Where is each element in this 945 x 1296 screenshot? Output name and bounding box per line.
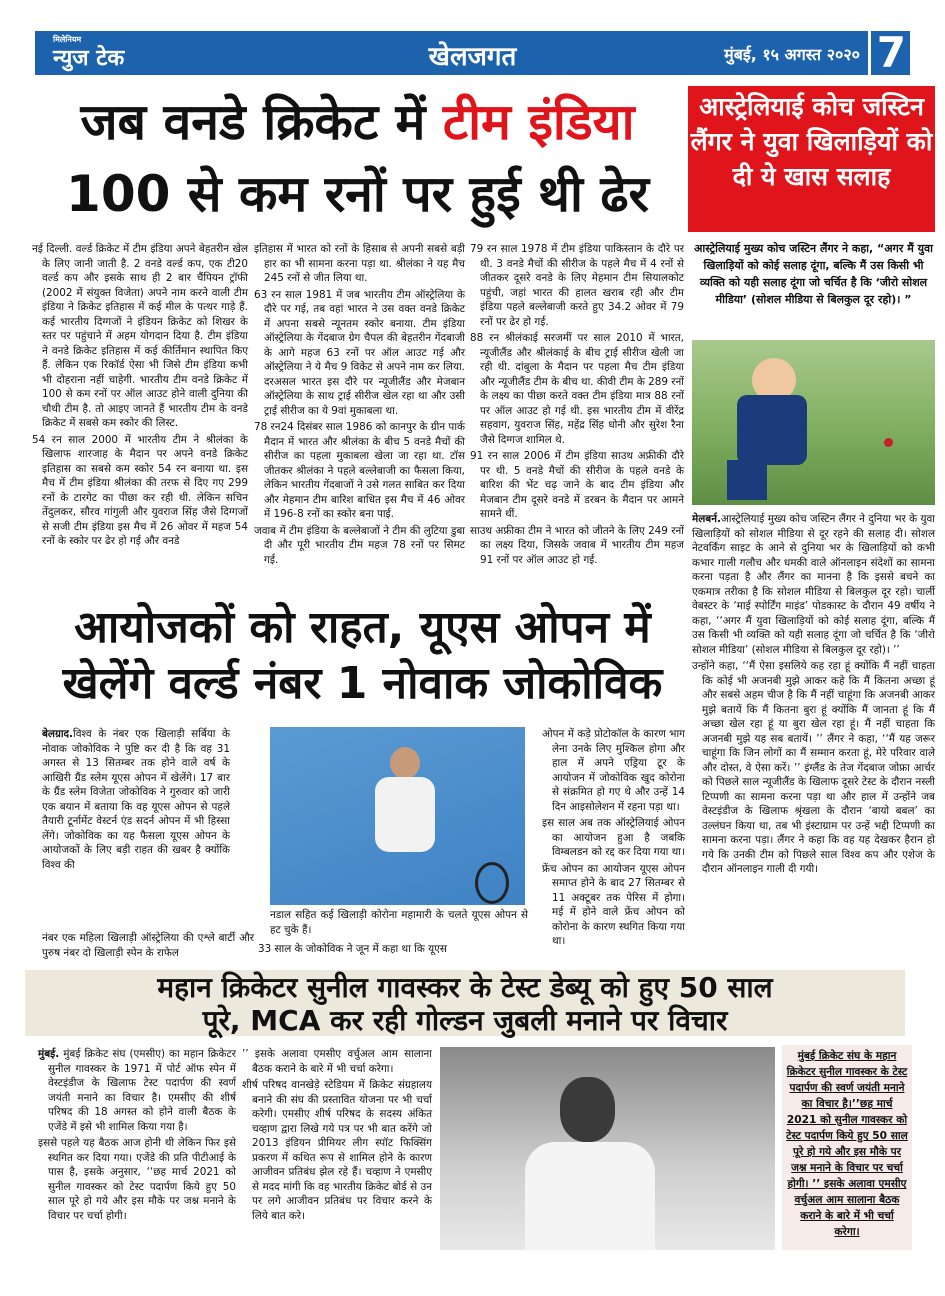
paragraph: उन्होंने कहा, ‘‘मैं ऐसा इसलिये कह रहा हूं क्योंकि मैं नहीं चाहता कि कोई भी अजनबी मुझे आकर कहे कि मैं कितना अच्छा हूं और सबसे अहम चीज है कि मैं नहीं चाहूंगा कि अजनबी आकर मुझे बतायें कि मैं कितना बुरा हूं क्योंकि मैं जानता हूं कि मैं अच्छा खेल रहा हूं या बुरा खेल रहा हूं। मैं नहीं चाहता कि अजनबी मुझे यह सब बतायें। ’’ लैंगर ने कहा, ‘‘मैं यह जरूर चाहूंगा कि जिन लोगों का मैं सम्मान करता हूं, मेरे परिवार वाले और दोस्त, वे ऐसा करें। ’’ इंग्लैंड के तेज गेंदबाज जोफ्रा आर्चर को पिछले साल न्यूजीलैंड के खिलाफ दूसरे टेस्ट के दौरान नस्ली टिप्पणी का सामना करना पड़ा था और हाल में उन्होंने जब वेस्टइंडीज के खिलाफ श्रृंखला के दौरान ‘बायो बबल’ का उल्लंघन किया था, तब भी इंस्टाग्राम पर उन्हें भद्दी टिप्पणी का सामना करना पड़ा। लैंगर ने कहा कि वह यह देखकर हैरान हो गये कि उनकी टीम को पिछले साल विश्व कप और एशेज के दौरान ऑनलाइन गाली दी गयी।: [692, 660, 935, 875]
paragraph: विश्व के नंबर एक खिलाड़ी सर्बिया के नोवाक जोकोविक ने पुष्टि कर दी है कि वह 31 अगस्त से 13 सितम्बर तक होने वाले वर्ष के आखिरी ग्रैंड स्लेम यूएस ओपन में खेलेंगे। 17 बार के ग्रैंड स्लेम विजेता जोकोविक ने गुरुवार को जारी एक बयान में बताया कि वह यूएस ओपन से पहले तैयारी टूर्नामेंट वेस्टर्न एंड सदर्न ओपन में भी हिस्सा लेंगे। जोकोविक का यह फैसला यूएस ओपन के आयोजकों के लिए बड़ी राहत की खबर है क्योंकि विश्व की: [42, 728, 230, 871]
article-column-3: [470, 242, 684, 569]
gavaskar-headline-banner: [25, 970, 905, 1036]
djokovic-column-3: [542, 727, 685, 951]
headline-djokovic: [40, 600, 685, 712]
brand-tagline: मिलेनियम: [53, 35, 82, 44]
paragraph: जवाब में टीम इंडिया के बल्लेबाजों ने टीम की लुटिया डुबा दी और पूरी भारतीय टीम महज 78 रनों पर सिमट गई.: [254, 524, 465, 566]
gavaskar-sidebar: [782, 1045, 912, 1250]
paragraph: 54 रन साल 2000 में भारतीय टीम ने श्रीलंका के खिलाफ शारजाह के मैदान पर अपने वनडे क्रिकेट इतिहास का सबसे कम स्कोर 54 रन बनाया था. इस मैच में टीम इंडिया श्रीलंका की तरफ से दिए गए 299 रनों के टारगेट का पीछा कर रही थी. लेकिन सचिन तेंदुलकर, सौरव गांगुली और युवराज सिंह जैसे दिग्गजों से सजी टीम इंडिया इस मैच में 26 ओवर में महज 54 रनों के स्कोर पर ढेर हो गई और वनडे: [32, 433, 248, 547]
djokovic-column-1: [42, 727, 230, 874]
paragraph: ओपन में कड़े प्रोटोकॉल के कारण भाग लेना उनके लिए मुश्किल होगा और हाल में अपने एड्रिया टूर के आयोजन में जोकोविक खुद कोरोना से संक्रमित हो गए थे और उन्हें 14 दिन आइसोलेशन में रहना पड़ा था।: [542, 728, 685, 813]
langer-photo: [692, 340, 935, 505]
paragraph: 88 रन श्रीलंकाई सरजमीं पर साल 2010 में भारत, न्यूजीलैंड और श्रीलंकाई के बीच ट्राई सीरीज खेली जा रही थी. दांबुला के मैदान पर पहला मैच टीम इंडिया और न्यूजीलैंड टीम के बीच था. कीवी टीम के 289 रनों के लक्ष्य का पीछा करते वक्त टीम इंडिया मात्र 88 रनों पर ऑल आउट हो गई थी. इस भारतीय टीम में वीरेंद्र सहवाग, युवराज सिंह, महेंद्र सिंह धोनी और सुरेश रैना जैसे दिग्गज शामिल थे.: [470, 332, 684, 446]
headline-line2: खेलेंगे वर्ल्ड नंबर 1 नोवाक जोकोविक: [62, 658, 663, 709]
headline-highlight: टीम इंडिया: [442, 93, 635, 151]
headline-line2: 100 से कम रनों पर हुई थी ढेर: [66, 165, 649, 223]
paragraph: फ्रेंच ओपन का आयोजन यूएस ओपन समाप्त होने के बाद 27 सितम्बर से 11 अक्टूबर तक पेरिस में होगा। मई में होने वाले फ्रेंच ओपन को कोरोना के कारण स्थगित किया गया था।: [542, 862, 685, 947]
paragraph: इससे पहले यह बैठक आज होनी थी लेकिन फिर इसे स्थगित कर दिया गया। एजेंडे की प्रति पीटीआई के पास है, इसके अनुसार, ‘‘छह मार्च 2021 को सुनील गावस्कर को टेस्ट पदार्पण किये हुए 50 साल पूरे हो गये और इस मौके पर जश्न मनाने के विचार पर चर्चा होगी।: [38, 1137, 236, 1222]
headline-line1: महान क्रिकेटर सुनील गावस्कर के टेस्ट डेब्यू को हुए 50 साल: [157, 971, 773, 1004]
gavaskar-column-2: [242, 1047, 432, 1225]
headline-line1: आयोजकों को राहत, यूएस ओपन में: [74, 602, 651, 653]
djokovic-column-1-cont: नंबर एक महिला खिलाड़ी ऑस्ट्रेलिया की एश्ले बार्टी और पुरुष नंबर दो खिलाड़ी स्पेन के राफेल: [42, 932, 254, 959]
paragraph: साउथ अफ्रीका टीम ने भारत को जीतने के लिए 249 रनों का लक्ष्य दिया, जिसके जवाब में भारतीय टीम महज 91 रनों पर ऑल आउट हो गई.: [470, 524, 684, 566]
paragraph: ’’ इसके अलावा एमसीए वर्चुअल आम सालाना बैठक कराने के बारे में भी चर्चा करेगा।: [242, 1048, 432, 1075]
paragraph: इतिहास में भारत को रनों के हिसाब से अपनी सबसे बड़ी हार का भी सामना करना पड़ा था. श्रीलंका ने यह मैच 245 रनों से जीत लिया था.: [254, 243, 465, 284]
dateline: बेलग्राद.: [42, 728, 73, 740]
masthead-bar: [35, 28, 910, 77]
paragraph: 63 रन साल 1981 में जब भारतीय टीम ऑस्ट्रेलिया के दौरे पर गई, तब वहां भारत ने उस वक्त वनडे क्रिकेट में अपना सबसे न्यूनतम स्कोर बनाया. टीम इंडिया ऑस्ट्रेलिया के गेंदबाज ग्रेग चैपल की बेहतरीन गेंदबाजी के आगे महज 63 रनों पर ऑल आउट गई और ऑस्ट्रेलिया ने ये मैच 9 विकेट से अपने नाम कर लिया. दरअसल भारत इस दौरे पर न्यूजीलैंड और मेजबान ऑस्ट्रेलिया के साथ ट्राई सीरीज खेल रहा था और उसी ट्राई सीरीज का ये 9वां मुकाबला था.: [254, 288, 465, 417]
paragraph: आस्ट्रेलियाई मुख्य कोच जस्टिन लैंगर ने दुनिया भर के युवा खिलाड़ियों को सोशल मीडिया से दूर रहने की सलाह दी। सोशल नेटवर्किंग साइट के आने से दुनिया भर के खिलाड़ियों को कभी कभार गाली गलौच और धमकी वाले ऑनलाइन संदेशों का सामना करना पड़ता है और लैंगर का मानना है कि इससे बचने का एकमात्र तरीका है कि सोशल मीडिया से बिलकुल दूर रहो। चार्ली वेबस्टर के ‘माई स्पोर्टिंग माइंड’ पोडकास्ट के दौरान 49 वर्षीय ने कहा, ‘‘अगर मैं युवा खिलाड़ियों को कोई सलाह दूंगा, बल्कि मैं उस किसी भी व्यक्ति को यही सलाह दूंगा जो चर्चित है कि ‘जीरो सोशल मीडिया’ (सोशल मीडिया से बिलकुल दूर रहो)। ’’: [692, 513, 935, 656]
headline-part: जब वनडे क्रिकेट में: [80, 93, 443, 151]
brand-logo: न्युज टेक: [53, 46, 125, 71]
langer-headline-box: आस्ट्रेलियाई कोच जस्टिन लैंगर ने युवा खिलाड़ियों को दी ये खास सलाह: [688, 86, 935, 232]
paragraph: शीर्ष परिषद वानखेड़े स्टेडियम में क्रिकेट संग्रहालय बनाने की संघ की प्रस्तावित योजना पर भी चर्चा करेगी। एमसीए शीर्ष परिषद के सदस्य अंकित चव्हाण द्वारा लिखे गये पत्र पर भी बात करेंगे जो 2013 इंडियन प्रीमियर लीग स्पॉट फिक्सिंग प्रकरण में कथित रूप से शामिल होने के कारण आजीवन प्रतिबंध झेल रहे हैं। चव्हाण ने एमसीए से मदद मांगी कि वह भारतीय क्रिकेट बोर्ड से उन पर लगे आजीवन प्रतिबंध पर विचार करने के लिये बात करे।: [242, 1079, 432, 1222]
paragraph: 91 रन साल 2006 में टीम इंडिया साउथ अफ्रीकी दौरे पर थी. 5 वनडे मैचों की सीरीज के पहले वनडे के बारिश की भेंट चढ़ जाने के बाद टीम इंडिया और मेजबान टीम दूसरे वनडे में डरबन के मैदान पर आमने सामने थीं.: [470, 450, 684, 520]
page-number: 7: [868, 29, 906, 77]
article-column-1: [32, 242, 248, 551]
paragraph: मुंबई क्रिकेट संघ (एमसीए) का महान क्रिकेटर सुनील गावस्कर के 1971 में पोर्ट ऑफ स्पेन में वेस्टइंडीज के खिलाफ टेस्ट पदार्पण की स्वर्ण जयंती मनाने का विचार है। एमसीए की शीर्ष परिषद की 18 अगस्त को होने वाली बैठक के एजेंडे में इसे भी शामिल किया गया है।: [48, 1048, 236, 1133]
pull-quote: आस्ट्रेलियाई मुख्य कोच जस्टिन लैंगर ने कहा, “अगर मैं युवा खिलाड़ियों को कोई सलाह दूंगा, बल्कि मैं उस किसी भी व्यक्ति को यही सलाह दूंगा जो चर्चित है कि ‘जीरो सोशल मीडिया’ (सोशल मीडिया से बिलकुल दूर रहो)। ”: [694, 242, 933, 306]
section-title: खेलजगत: [428, 42, 517, 72]
langer-article: [692, 512, 935, 879]
headline-odi-lowest: [35, 86, 680, 230]
djokovic-paragraph-3: 33 साल के जोकोविक ने जून में कहा था कि यूएस: [258, 943, 447, 955]
djokovic-paragraph-2: नडाल सहित कई खिलाड़ी कोरोना महामारी के चलते यूएस ओपन से हट चुके हैं।: [270, 909, 528, 936]
dateline: मेलबर्न.: [692, 513, 721, 525]
article-column-2: [254, 242, 465, 569]
headline-line2: पूरे, MCA कर रही गोल्डन जुबली मनाने पर विचार: [202, 1004, 728, 1037]
paragraph: 78 रन24 दिसंबर साल 1986 को कानपुर के ग्रीन पार्क मैदान में भारत और श्रीलंका के बीच 5 वनडे मैचों की सीरीज का पहला मुकाबला खेला जा रहा था. टॉस जीतकर श्रीलंका ने पहले बल्लेबाजी का फैसला किया, लेकिन भारतीय गेंदबाजों ने उसे गलत साबित कर दिया और मेहमान टीम बारिश बाधित इस मैच में 46 ओवर में 196-8 रनों का स्कोर बना पाई.: [254, 421, 465, 520]
paragraph: नई दिल्ली. वर्ल्ड क्रिकेट में टीम इंडिया अपने बेहतरीन खेल के लिए जानी जाती है. 2 वनडे वर्ल्ड कप, एक टी20 वर्ल्ड कप और इसके साथ ही 2 बार चैंपियन ट्रॉफी (2002 में संयुक्त विजेता) अपने नाम करने वाली टीम इंडिया ने क्रिकेट इतिहास में कई मील के पत्थर गाड़े हैं. कई भारतीय दिग्गजों ने इंडियन क्रिकेट को शिखर के स्तर पर पहुंचाने में अहम योगदान दिया है. टीम इंडिया ने वनडे क्रिकेट इतिहास में कई कीर्तिमान स्थापित किए हैं. लेकिन एक रिकॉर्ड ऐसा भी जिसे टीम इंडिया कभी भी दोहराना नहीं चाहेगी. भारतीय टीम वनडे क्रिकेट में 100 से कम रनों पर ऑल आउट होने वाली दुनिया की चौथी टीम है. तो आइए जानते हैं भारतीय टीम के वनडे क्रिकेट में सबसे कम स्कोर की लिस्ट.: [32, 243, 248, 429]
dateline: मुंबई.: [38, 1048, 60, 1060]
paragraph: 79 रन साल 1978 में टीम इंडिया पाकिस्तान के दौरे पर थी. 3 वनडे मैचों की सीरीज के पहले मैच में 4 रनों से जीतकर दूसरे वनडे के लिए मेहमान टीम सियालकोट पहुंची, जहां भारत की हालत खराब रही और टीम इंडिया पहले बल्लेबाजी करते हुए 34.2 ओवर में 79 रनों पर ढेर हो गई.: [470, 243, 684, 328]
sidebar-text: मुंबई क्रिकेट संघ के महान क्रिकेटर सुनील गावस्कर के टेस्ट पदार्पण की स्वर्ण जयंती मनाने का विचार है।’’छह मार्च 2021 को सुनील गावस्कर को टेस्ट पदार्पण किये हुए 50 साल पूरे हो गये और इस मौके पर जश्न मनाने के विचार पर चर्चा होगी। ’’ इसके अलावा एमसीए वर्चुअल आम सालाना बैठक कराने के बारे में भी चर्चा करेगा।: [786, 1050, 908, 1238]
issue-date: मुंबई, १५ अगस्त २०२०: [724, 45, 860, 64]
djokovic-photo: [270, 727, 525, 905]
gavaskar-photo: [440, 1047, 775, 1250]
paragraph: इस साल अब तक ऑस्ट्रेलियाई ओपन का आयोजन हुआ है जबकि विम्बलडन को रद्द कर दिया गया था।: [542, 817, 685, 858]
gavaskar-column-1: [38, 1047, 236, 1225]
